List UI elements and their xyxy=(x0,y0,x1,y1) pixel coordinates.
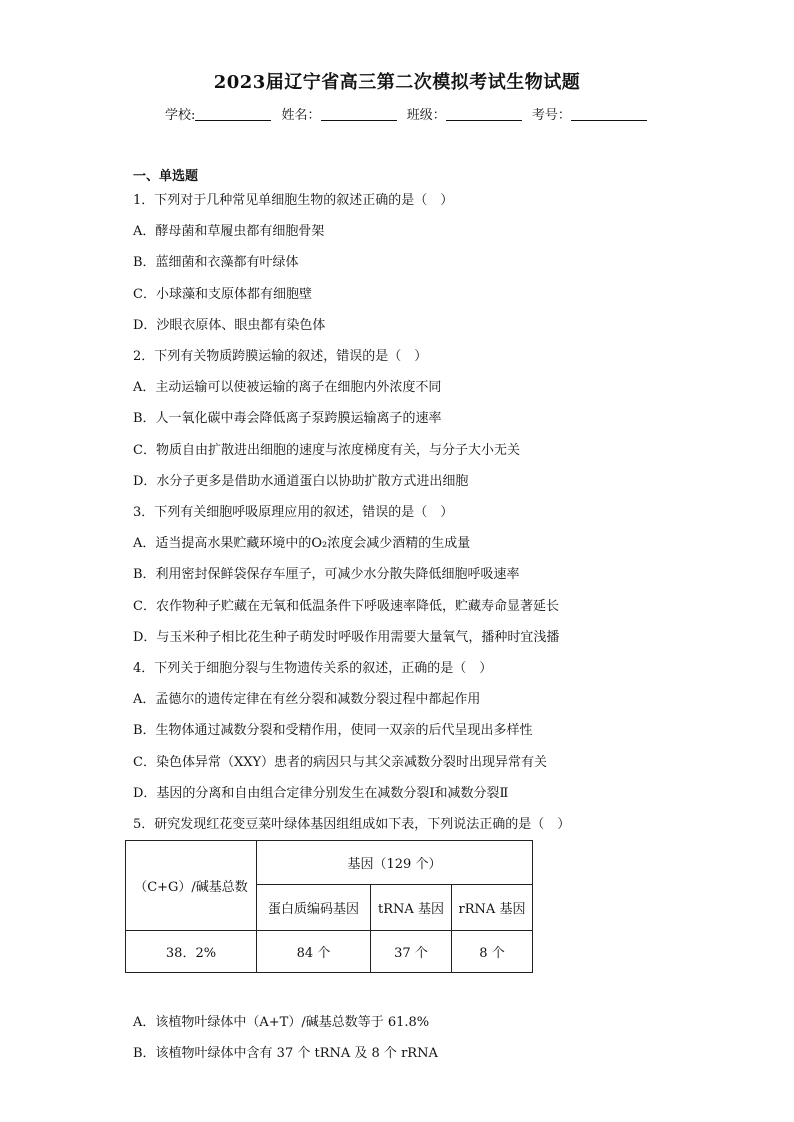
exam-title: 2023届辽宁省高三第二次模拟考试生物试题 xyxy=(213,72,581,93)
q1-option-b: B．蓝细菌和衣藻都有叶绿体 xyxy=(133,255,299,270)
question-1: 1．下列对于几种常见单细胞生物的叙述正确的是（ ） xyxy=(133,193,454,208)
q3-option-c: C．农作物种子贮藏在无氧和低温条件下呼吸速率降低，贮藏寿命显著延长 xyxy=(133,599,559,614)
q4-option-a: A．孟德尔的遗传定律在有丝分裂和减数分裂过程中都起作用 xyxy=(133,692,481,707)
gc-ratio-header: （C+G）/碱基总数 xyxy=(126,841,257,931)
trna-gene-count: 37 个 xyxy=(371,931,452,973)
q4-option-b: B．生物体通过减数分裂和受精作用，使同一双亲的后代呈现出多样性 xyxy=(133,723,533,738)
school-blank[interactable] xyxy=(195,107,271,121)
gene-group-header: 基因（129 个） xyxy=(257,841,533,885)
exam-number-label: 考号： xyxy=(531,108,571,123)
q2-option-b: B．人一氧化碳中毒会降低离子泵跨膜运输离子的速率 xyxy=(133,411,442,426)
q3-option-b: B．利用密封保鲜袋保存车厘子，可减少水分散失降低细胞呼吸速率 xyxy=(133,567,520,582)
q1-option-a: A．酵母菌和草履虫都有细胞骨架 xyxy=(133,224,325,239)
name-label: 姓名： xyxy=(281,108,321,123)
q2-option-a: A．主动运输可以使被运输的离子在细胞内外浓度不同 xyxy=(133,380,442,395)
q2-option-d: D．水分子更多是借助水通道蛋白以协助扩散方式进出细胞 xyxy=(133,474,469,489)
section-title: 一、单选题 xyxy=(133,169,199,184)
rrna-gene-count: 8 个 xyxy=(452,931,533,973)
q4-option-c: C．染色体异常（XXY）患者的病因只与其父亲减数分裂时出现异常有关 xyxy=(133,755,548,770)
name-blank[interactable] xyxy=(321,107,397,121)
q4-option-d: D．基因的分离和自由组合定律分别发生在减数分裂Ⅰ和减数分裂Ⅱ xyxy=(133,786,509,801)
q2-option-c: C．物质自由扩散进出细胞的速度与浓度梯度有关，与分子大小无关 xyxy=(133,443,520,458)
student-info-row xyxy=(165,104,653,123)
question-2: 2．下列有关物质跨膜运输的叙述，错误的是（ ） xyxy=(133,349,428,364)
q1-option-d: D．沙眼衣原体、眼虫都有染色体 xyxy=(133,318,326,333)
protein-gene-count: 84 个 xyxy=(257,931,371,973)
q3-option-d: D．与玉米种子相比花生种子萌发时呼吸作用需要大量氧气，播种时宜浅播 xyxy=(133,630,560,645)
q5-option-a: A．该植物叶绿体中（A+T）/碱基总数等于 61.8% xyxy=(133,1015,430,1030)
school-label: 学校: xyxy=(165,108,196,123)
rrna-gene-header: rRNA 基因 xyxy=(452,885,533,931)
question-4: 4．下列关于细胞分裂与生物遗传关系的叙述，正确的是（ ） xyxy=(133,661,493,676)
gene-table xyxy=(125,840,533,973)
protein-gene-header: 蛋白质编码基因 xyxy=(257,885,371,931)
question-5: 5．研究发现红花变豆菜叶绿体基因组组成如下表，下列说法正确的是（ ） xyxy=(133,817,571,832)
gc-ratio-value: 38．2% xyxy=(126,931,257,973)
q1-option-c: C．小球藻和支原体都有细胞壁 xyxy=(133,287,312,302)
class-label: 班级： xyxy=(406,108,446,123)
q3-option-a: A．适当提高水果贮藏环境中的O₂浓度会减少酒精的生成量 xyxy=(133,536,471,551)
q5-option-b: B．该植物叶绿体中含有 37 个 tRNA 及 8 个 rRNA xyxy=(133,1046,438,1061)
question-3: 3．下列有关细胞呼吸原理应用的叙述，错误的是（ ） xyxy=(133,505,454,520)
exam-number-blank[interactable] xyxy=(571,107,647,121)
trna-gene-header: tRNA 基因 xyxy=(371,885,452,931)
class-blank[interactable] xyxy=(446,107,522,121)
